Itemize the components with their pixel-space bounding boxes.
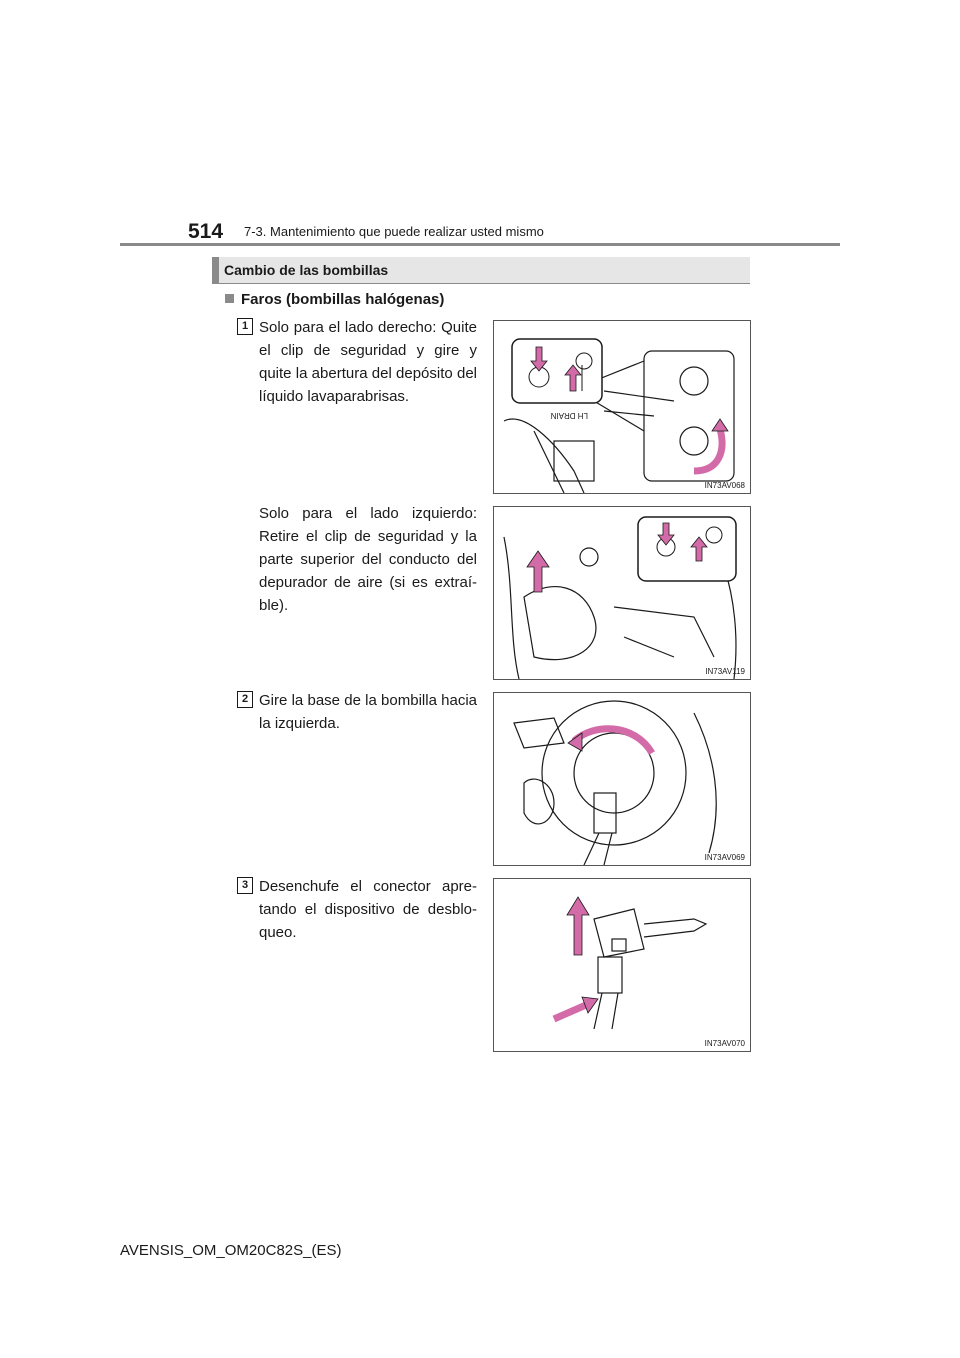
figure-2-id: IN73AV119 — [705, 667, 745, 676]
subheading — [225, 291, 444, 308]
chapter-title: 7-3. Mantenimiento que puede realizar usted mismo — [244, 224, 544, 239]
figure-air-duct — [493, 506, 751, 680]
illustration-washer-reservoir — [494, 321, 750, 493]
figure-1-id: IN73AV068 — [704, 481, 745, 490]
step-1-text-left: Solo para el lado izquierdo: Retire el clip de seguridad y la parte superior del conducto del depurador de aire (si es extraí-ble). — [259, 505, 477, 614]
figure-bulb-base — [493, 692, 751, 866]
illustration-bulb-base — [494, 693, 750, 865]
section-title: Cambio de las bombillas — [224, 262, 389, 278]
figure-connector — [493, 878, 751, 1052]
header-rule — [120, 243, 840, 246]
section-accent — [212, 257, 219, 283]
illustration-air-duct — [494, 507, 750, 679]
section-rule — [212, 283, 750, 284]
illustration-connector — [494, 879, 750, 1051]
figure-washer-reservoir — [493, 320, 751, 494]
document-id: AVENSIS_OM_OM20C82S_(ES) — [120, 1242, 342, 1259]
figure-3-id: IN73AV069 — [704, 853, 745, 862]
subheading-text: Faros (bombillas halógenas) — [241, 291, 445, 308]
step-3-text: Desenchufe el conector apre-tando el dispositivo de desblo-queo. — [259, 878, 477, 941]
figure-1-label: LH DRAIN — [550, 411, 588, 420]
section-title-bar — [212, 257, 750, 283]
step-number-3: 3 — [237, 877, 253, 894]
figure-4-id: IN73AV070 — [704, 1039, 745, 1048]
step-1-text-right: Solo para el lado derecho: Quite el clip de seguridad y gire y quite la abertura del depósito del líquido lavaparabrisas. — [259, 319, 477, 405]
square-bullet-icon — [225, 294, 234, 303]
step-number-1: 1 — [237, 318, 253, 335]
step-2-text: Gire la base de la bombilla hacia la izquierda. — [259, 692, 477, 732]
page-number: 514 — [188, 220, 224, 243]
step-number-2: 2 — [237, 691, 253, 708]
